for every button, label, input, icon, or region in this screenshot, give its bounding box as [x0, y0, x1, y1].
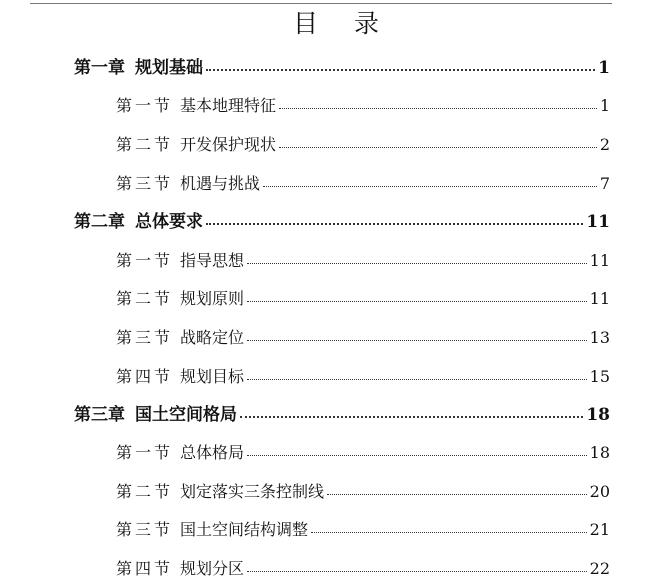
- toc-entry-title: 划定落实三条控制线: [180, 482, 325, 501]
- toc-entry-page: 18: [589, 443, 610, 462]
- toc-entry-page: 11: [589, 289, 610, 308]
- toc-chapter-1[interactable]: [74, 56, 610, 80]
- toc-entry-title: 规划基础: [135, 58, 203, 78]
- toc-section-1-1[interactable]: [116, 94, 610, 118]
- toc-entry-title: 总体要求: [135, 212, 203, 232]
- toc-entry-page: 18: [586, 405, 610, 425]
- dot-leader: [279, 106, 597, 109]
- toc-section-2-1[interactable]: [116, 249, 610, 273]
- toc-entry-page: 7: [599, 174, 610, 193]
- toc-entry-title: 战略定位: [180, 328, 245, 347]
- toc-entry-title: 国土空间格局: [135, 405, 237, 425]
- toc-chapter-2[interactable]: [74, 210, 610, 234]
- toc-entry-page: 1: [599, 96, 610, 115]
- toc-section-3-3[interactable]: [116, 518, 610, 542]
- toc-entry-page: 13: [589, 328, 610, 347]
- toc-section-3-2[interactable]: [116, 480, 610, 504]
- toc-entry-title: 开发保护现状: [180, 135, 277, 154]
- dot-leader: [247, 569, 587, 572]
- toc-entry-number: 第一节: [116, 251, 174, 270]
- toc-entry-number: 第二节: [116, 289, 174, 308]
- toc-entry-title: 机遇与挑战: [180, 174, 261, 193]
- toc-entry-title: 规划分区: [180, 559, 245, 578]
- dot-leader: [206, 67, 595, 71]
- dot-leader: [311, 530, 587, 533]
- toc-entry-number: 第四节: [116, 559, 174, 578]
- dot-leader: [247, 338, 587, 341]
- toc-section-2-2[interactable]: [116, 287, 610, 311]
- toc-entry-page: 20: [589, 482, 610, 501]
- toc-entry-number: 第二节: [116, 135, 174, 154]
- toc-entry-number: 第一节: [116, 96, 174, 115]
- toc-entry-number: 第三节: [116, 174, 174, 193]
- toc-entry-title: 指导思想: [180, 251, 245, 270]
- toc-section-1-2[interactable]: [116, 133, 610, 157]
- toc-entry-number: 第二章: [74, 212, 125, 232]
- toc-entry-number: 第三章: [74, 405, 125, 425]
- dot-leader: [247, 299, 587, 302]
- toc-entry-title: 规划原则: [180, 289, 245, 308]
- toc-section-3-4[interactable]: [116, 557, 610, 581]
- dot-leader: [263, 184, 597, 187]
- toc-entry-number: 第四节: [116, 367, 174, 386]
- toc-entry-page: 11: [586, 212, 610, 232]
- toc-entry-title: 国土空间结构调整: [180, 520, 309, 539]
- dot-leader: [247, 453, 587, 456]
- dot-leader: [247, 261, 587, 264]
- toc-section-3-1[interactable]: [116, 441, 610, 465]
- toc-section-2-4[interactable]: [116, 365, 610, 389]
- toc-entry-title: 总体格局: [180, 443, 245, 462]
- dot-leader: [247, 377, 587, 380]
- toc-title: 目 录: [293, 9, 393, 38]
- dot-leader: [279, 145, 597, 148]
- dot-leader: [327, 492, 587, 495]
- dot-leader: [206, 221, 583, 225]
- dot-leader: [240, 414, 583, 418]
- toc-entry-title: 规划目标: [180, 367, 245, 386]
- toc-entry-number: 第三节: [116, 328, 174, 347]
- toc-entry-page: 11: [589, 251, 610, 270]
- toc-entry-title: 基本地理特征: [180, 96, 277, 115]
- toc-entry-number: 第二节: [116, 482, 174, 501]
- toc-section-1-3[interactable]: [116, 172, 610, 196]
- toc-entry-page: 15: [589, 367, 610, 386]
- toc-entry-number: 第一章: [74, 58, 125, 78]
- toc-entry-page: 1: [598, 58, 610, 78]
- toc-chapter-3[interactable]: [74, 403, 610, 427]
- toc-entry-page: 21: [589, 520, 610, 539]
- toc-entry-number: 第三节: [116, 520, 174, 539]
- toc-section-2-3[interactable]: [116, 326, 610, 350]
- toc-entry-page: 22: [589, 559, 610, 578]
- toc-entry-page: 2: [599, 135, 610, 154]
- toc-entry-number: 第一节: [116, 443, 174, 462]
